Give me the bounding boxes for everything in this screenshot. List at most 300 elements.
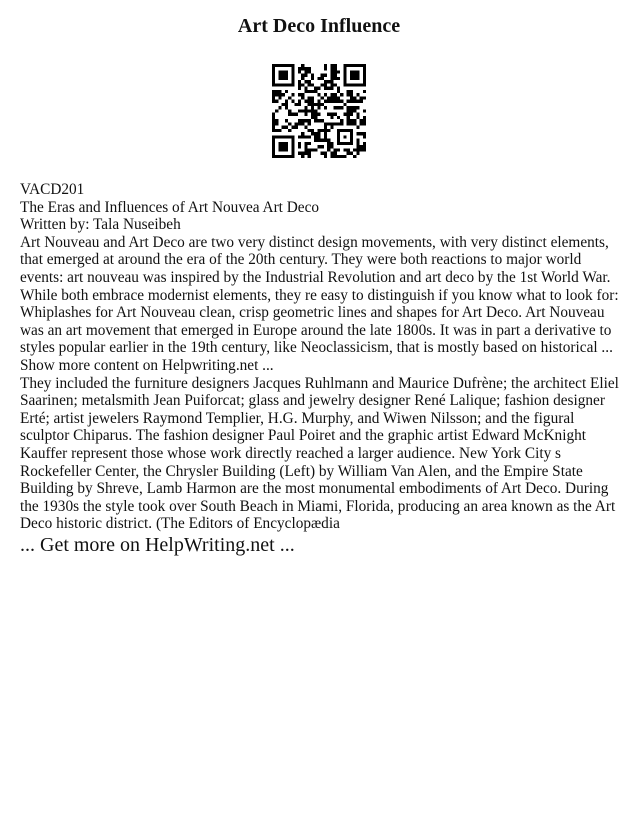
qr-module [321, 83, 324, 86]
qr-module [285, 119, 288, 122]
qr-module [308, 135, 311, 138]
qr-module [301, 122, 304, 125]
qr-module [285, 126, 288, 129]
qr-module [317, 135, 320, 138]
qr-module [291, 64, 294, 87]
qr-module [308, 100, 311, 103]
qr-module [350, 93, 353, 96]
course-code: VACD201 [20, 181, 85, 198]
qr-module [347, 106, 350, 109]
qr-module [275, 93, 278, 96]
qr-module [304, 152, 307, 155]
qr-module [321, 152, 324, 155]
qr-module [327, 80, 330, 83]
qr-code-icon [272, 64, 366, 158]
qr-module [350, 152, 353, 155]
qr-module [272, 90, 275, 93]
qr-module [317, 103, 320, 106]
qr-module [298, 87, 301, 90]
qr-module [343, 83, 366, 86]
qr-module [301, 83, 304, 86]
qr-module [353, 155, 356, 158]
qr-module [304, 87, 307, 90]
qr-module [278, 106, 281, 109]
qr-module [324, 106, 327, 109]
qr-module [343, 148, 346, 151]
qr-module [282, 93, 285, 96]
qr-module [330, 74, 333, 77]
qr-module [350, 113, 353, 116]
qr-module [288, 122, 291, 125]
qr-module [311, 116, 314, 119]
get-more-link[interactable]: ... Get more on HelpWriting.net ... [20, 534, 295, 556]
qr-module [272, 64, 295, 67]
qr-module [356, 93, 359, 96]
qr-module [285, 90, 288, 93]
qr-module [324, 126, 327, 129]
qr-module [350, 100, 353, 103]
qr-module [275, 100, 278, 103]
qr-module [272, 129, 275, 132]
qr-module [360, 96, 363, 99]
qr-module [308, 122, 311, 125]
qr-module [324, 129, 327, 132]
qr-module [330, 93, 333, 96]
qr-module [347, 109, 350, 112]
qr-module [272, 64, 275, 87]
qr-module [282, 103, 285, 106]
qr-module [340, 155, 343, 158]
qr-module [314, 116, 317, 119]
qr-module [314, 109, 317, 112]
qr-module [330, 67, 333, 70]
qr-module [330, 77, 333, 80]
qr-module [311, 77, 314, 80]
qr-module [360, 119, 363, 122]
qr-module [327, 87, 330, 90]
qr-module [295, 113, 298, 116]
qr-module [327, 129, 330, 132]
qr-module [278, 93, 281, 96]
qr-module [330, 100, 333, 103]
qr-module [324, 139, 327, 142]
qr-module [353, 106, 356, 109]
qr-module [334, 122, 337, 125]
qr-module [327, 145, 330, 148]
qr-module [360, 148, 363, 151]
qr-module [340, 93, 343, 96]
qr-module [314, 135, 317, 138]
qr-module [275, 90, 278, 93]
qr-module [337, 129, 340, 145]
qr-module [356, 148, 359, 151]
qr-module [343, 135, 346, 138]
qr-module [347, 93, 350, 96]
qr-module [304, 106, 307, 109]
qr-module [356, 152, 359, 155]
qr-module [334, 152, 337, 155]
qr-module [363, 64, 366, 87]
qr-module [337, 90, 340, 93]
qr-module [330, 155, 333, 158]
qr-module [298, 145, 301, 148]
qr-module [314, 119, 317, 122]
qr-module [272, 135, 275, 158]
qr-module [304, 80, 307, 83]
qr-module [330, 152, 333, 155]
qr-module [295, 122, 298, 125]
qr-module [272, 122, 275, 125]
qr-module [311, 148, 314, 151]
qr-module [350, 106, 353, 109]
qr-module [301, 152, 304, 155]
qr-module [285, 100, 288, 103]
qr-module [304, 142, 307, 145]
qr-module [317, 132, 320, 135]
qr-module [340, 122, 343, 125]
qr-module [343, 155, 346, 158]
qr-module [308, 90, 311, 93]
qr-module [311, 129, 314, 132]
qr-module [337, 106, 340, 109]
qr-module [304, 70, 307, 73]
qr-module [334, 77, 337, 80]
qr-module [343, 64, 346, 87]
qr-module [363, 90, 366, 93]
qr-module [350, 129, 353, 145]
qr-module [308, 70, 311, 73]
qr-module [304, 67, 307, 70]
qr-module [321, 103, 324, 106]
qr-module [363, 116, 366, 119]
qr-module [301, 74, 304, 77]
qr-module [334, 70, 337, 73]
qr-module [340, 119, 343, 122]
qr-module [285, 103, 288, 106]
qr-module [317, 106, 320, 109]
qr-module [353, 100, 356, 103]
qr-module [272, 119, 275, 122]
qr-module [347, 122, 350, 125]
qr-module [321, 139, 324, 142]
paragraph-2: They included the furniture designers Jacques Ruhlmann and Maurice Dufrène; the architect Eliel Saarinen; metalsmith Jean Puiforcat; glass and jewelry designer René Lalique; fashion designer Erté; artist jewelers Raymond Templier, H.G. Murphy, and Wiwen Nilsson; and the figural sculptor Chiparus. The fashion designer Paul Poiret and the graphic artist Edward McKnight Kauffer represent those whose work directly reached a larger audience. New York City s Rockefeller Center, the Chrysler Building (Left) by William Van Alen, and the Empire State Building by Shreve, Lamb Harmon are the most monumental embodiments of Art Deco. During the 1930s the style took over South Beach in Miami, Florida, producing an area known as the Art Deco historic district. (The Editors of Encyclopædia [20, 374, 619, 533]
qr-module [317, 129, 320, 132]
qr-module [330, 80, 333, 83]
qr-module [291, 135, 294, 158]
qr-module [363, 148, 366, 151]
qr-module [347, 116, 350, 119]
qr-module [324, 64, 327, 67]
qr-module [304, 148, 307, 151]
qr-module [327, 148, 330, 151]
qr-module [324, 155, 327, 158]
qr-module [321, 145, 324, 148]
qr-module [334, 113, 337, 116]
qr-module [330, 83, 333, 86]
qr-module [298, 83, 301, 86]
qr-module [334, 83, 337, 86]
qr-module [350, 119, 353, 122]
qr-module [301, 77, 304, 80]
qr-module [356, 113, 359, 116]
qr-module [330, 142, 333, 145]
qr-module [360, 100, 363, 103]
qr-module [308, 148, 311, 151]
qr-module [278, 129, 281, 132]
qr-module [327, 122, 330, 125]
qr-module [347, 113, 350, 116]
qr-module [363, 145, 366, 148]
qr-module [324, 135, 327, 138]
qr-module [337, 77, 340, 80]
qr-module [317, 113, 320, 116]
qr-module [350, 70, 360, 80]
qr-module [291, 93, 294, 96]
qr-module [324, 67, 327, 70]
paragraph-1: Art Nouveau and Art Deco are two very distinct design movements, with very distinct elements, that emerged at around the era of the 20th century. They were both reactions to major world events: art nouveau was inspired by the Industrial Revolution and art deco by the 1st World War. While both embrace modernist elements, they re easy to distinguish if you know what to look for: Whiplashes for Art Nouveau clean, crisp geometric lines and shapes for Art Deco. Art Nouveau was an art movement that emerged in Europe around the late 1800s. It was in part a derivative to styles popular earlier in the 19th century, like Neoclassicism, that is mostly based on historical ... Show more content on Helpwriting.net ... [20, 233, 619, 374]
qr-module [301, 135, 304, 138]
qr-module [327, 96, 330, 99]
qr-module [324, 83, 327, 86]
qr-module [298, 152, 301, 155]
qr-module [340, 100, 343, 103]
qr-module [272, 83, 295, 86]
qr-module [324, 132, 327, 135]
qr-module [321, 129, 324, 132]
qr-module [360, 122, 363, 125]
qr-module [308, 96, 311, 99]
qr-module [330, 116, 333, 119]
qr-module [288, 113, 291, 116]
qr-module [298, 100, 301, 103]
qr-module [330, 87, 333, 90]
qr-module [363, 122, 366, 125]
qr-module [330, 96, 333, 99]
qr-module [363, 135, 366, 138]
qr-module [337, 96, 340, 99]
qr-module [353, 119, 356, 122]
qr-module [334, 155, 337, 158]
qr-module [308, 119, 311, 122]
qr-module [311, 113, 314, 116]
qr-module [298, 122, 301, 125]
qr-module [350, 96, 353, 99]
qr-module [321, 77, 324, 80]
qr-module [334, 96, 337, 99]
qr-module [295, 126, 298, 129]
qr-module [314, 132, 317, 135]
qr-module [327, 100, 330, 103]
qr-module [275, 129, 278, 132]
qr-module [311, 103, 314, 106]
qr-module [363, 119, 366, 122]
qr-module [298, 135, 301, 138]
qr-module [298, 109, 301, 112]
qr-module [356, 106, 359, 109]
qr-module [330, 64, 333, 67]
qr-module [360, 145, 363, 148]
qr-module [334, 64, 337, 67]
qr-module [301, 64, 304, 67]
qr-module [308, 83, 311, 86]
qr-module [360, 132, 363, 135]
qr-module [285, 106, 288, 109]
document-body [20, 181, 622, 533]
qr-module [317, 139, 320, 142]
qr-module [301, 119, 304, 122]
qr-module [314, 103, 317, 106]
qr-module [327, 139, 330, 142]
qr-module [350, 109, 353, 112]
qr-module [304, 126, 307, 129]
qr-module [350, 122, 353, 125]
qr-module [337, 148, 340, 151]
qr-module [314, 87, 317, 90]
qr-module [275, 109, 278, 112]
qr-module [288, 129, 291, 132]
page-title: Art Deco Influence [237, 15, 401, 37]
qr-module [324, 93, 327, 96]
document-subtitle: The Eras and Influences of Art Nouvea Art Deco [20, 198, 320, 216]
qr-module [324, 100, 327, 103]
qr-module [308, 109, 311, 112]
qr-module [304, 109, 307, 112]
qr-module [301, 132, 304, 135]
qr-module [291, 126, 294, 129]
qr-module [356, 116, 359, 119]
qr-module [330, 70, 333, 73]
qr-module [337, 155, 340, 158]
qr-module [291, 100, 294, 103]
qr-module [295, 103, 298, 106]
qr-module [334, 74, 337, 77]
qr-module [304, 74, 307, 77]
qr-module [272, 96, 275, 99]
qr-module [317, 145, 320, 148]
qr-module [330, 126, 333, 129]
qr-module [278, 70, 288, 80]
qr-module [304, 90, 307, 93]
qr-module [304, 135, 307, 138]
qr-module [353, 109, 356, 112]
qr-module [324, 87, 327, 90]
qr-module [334, 106, 337, 109]
qr-module [356, 132, 359, 135]
qr-module [298, 103, 301, 106]
qr-module [311, 74, 314, 77]
qr-module [311, 83, 314, 86]
qr-module [330, 122, 333, 125]
qr-module [321, 119, 324, 122]
qr-module [356, 126, 359, 129]
qr-module [301, 93, 304, 96]
qr-module [311, 132, 314, 135]
qr-module [311, 100, 314, 103]
qr-module [314, 139, 317, 142]
qr-module [308, 103, 311, 106]
qr-module [317, 93, 320, 96]
qr-module [272, 126, 275, 129]
qr-module [353, 96, 356, 99]
qr-module [337, 87, 340, 90]
qr-module [347, 152, 350, 155]
qr-module [308, 80, 311, 83]
qr-module [324, 122, 327, 125]
qr-module [321, 74, 324, 77]
qr-module [324, 74, 327, 77]
qr-module [343, 64, 366, 67]
qr-module [308, 67, 311, 70]
qr-module [282, 126, 285, 129]
qr-module [317, 77, 320, 80]
qr-module [288, 109, 291, 112]
qr-module [356, 100, 359, 103]
qr-module [298, 70, 301, 73]
qr-module [311, 96, 314, 99]
qr-module [272, 155, 295, 158]
qr-module [334, 100, 337, 103]
qr-module [314, 90, 317, 93]
qr-module [301, 155, 304, 158]
qr-module [311, 109, 314, 112]
qr-module [327, 113, 330, 116]
qr-module [278, 90, 281, 93]
qr-module [275, 122, 278, 125]
qr-module [363, 109, 366, 112]
qr-module [278, 142, 288, 152]
qr-module [308, 142, 311, 145]
qr-module [337, 122, 340, 125]
qr-module [298, 142, 301, 145]
qr-module [272, 100, 275, 103]
qr-module [337, 100, 340, 103]
qr-module [334, 67, 337, 70]
qr-module [298, 80, 301, 83]
qr-module [298, 67, 301, 70]
qr-module [308, 152, 311, 155]
qr-module [340, 106, 343, 109]
qr-module [301, 109, 304, 112]
qr-module [356, 142, 359, 145]
qr-module [308, 155, 311, 158]
qr-module [304, 113, 307, 116]
qr-module [356, 139, 359, 142]
qr-module [304, 100, 307, 103]
qr-module [356, 145, 359, 148]
qr-module [314, 113, 317, 116]
qr-module [347, 119, 350, 122]
qr-module [327, 142, 330, 145]
qr-module [343, 113, 346, 116]
qr-module [347, 100, 350, 103]
qr-module [288, 96, 291, 99]
author-line: Written by: Tala Nuseibeh [20, 216, 181, 234]
qr-module [324, 80, 327, 83]
qr-module [301, 96, 304, 99]
qr-module [311, 90, 314, 93]
qr-module [343, 103, 346, 106]
qr-module [278, 96, 281, 99]
qr-module [334, 93, 337, 96]
qr-module [304, 119, 307, 122]
qr-module [353, 122, 356, 125]
qr-module [350, 90, 353, 93]
qr-module [298, 93, 301, 96]
qr-module [272, 135, 295, 138]
qr-module [301, 67, 304, 70]
qr-module [272, 93, 275, 96]
qr-module [347, 90, 350, 93]
